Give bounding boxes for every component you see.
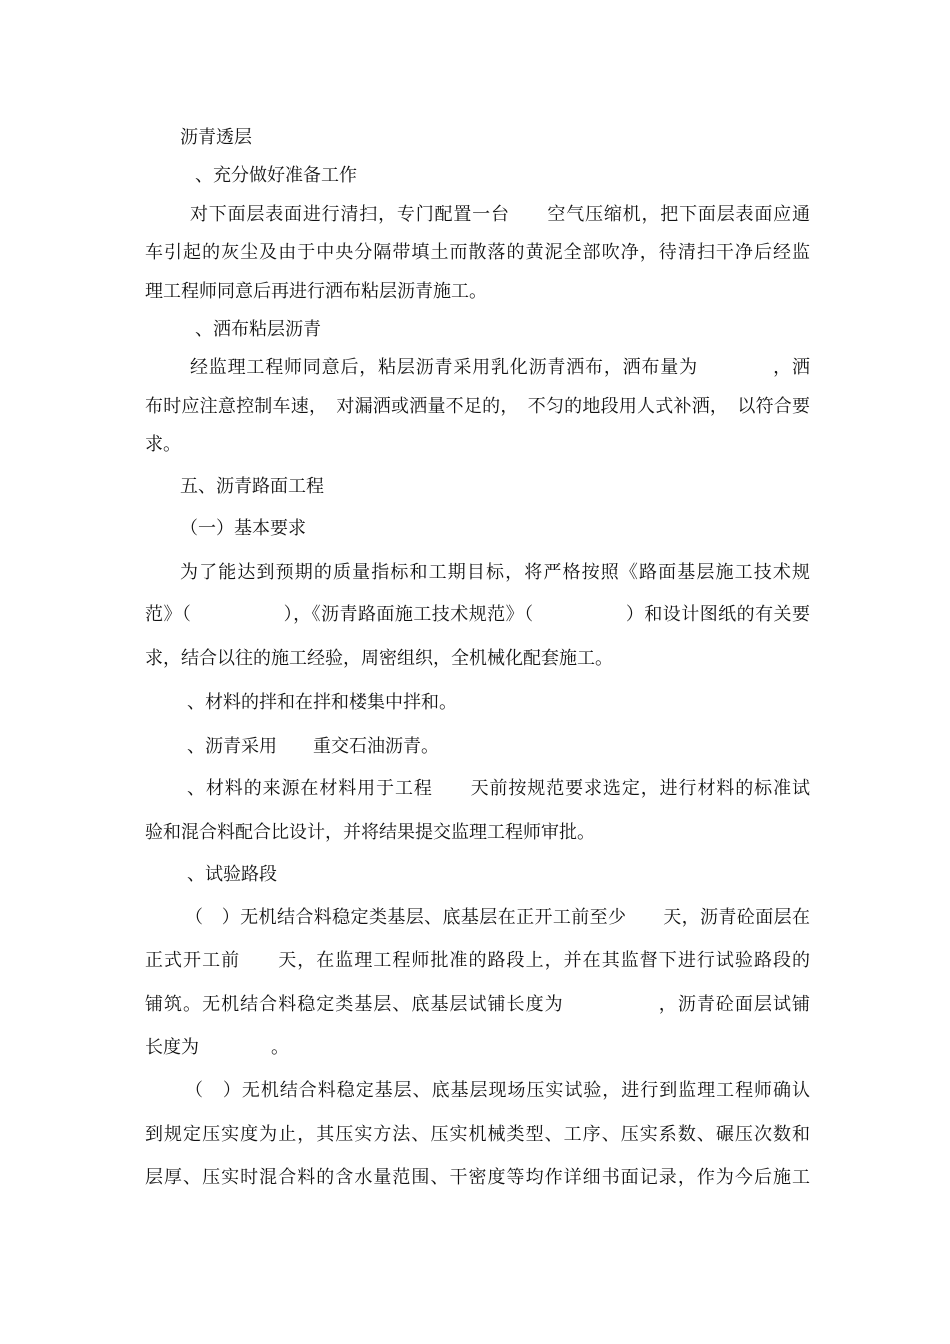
subheading-test-section: 、试验路段 xyxy=(187,864,277,885)
paragraph-line: （ ）无机结合料稳定基层、底基层现场压实试验，进行到监理工程师确认 xyxy=(185,1080,810,1101)
heading-asphalt-prime-coat: 沥青透层 xyxy=(180,127,252,148)
paragraph-line: 为了能达到预期的质量指标和工期目标，将严格按照《路面基层施工技术规 xyxy=(180,562,810,583)
paragraph-line: 理工程师同意后再进行洒布粘层沥青施工。 xyxy=(145,281,487,302)
paragraph-line: 层厚、压实时混合料的含水量范围、干密度等均作详细书面记录，作为今后施工 xyxy=(145,1167,810,1188)
list-item: 、材料的来源在材料用于工程 天前按规范要求选定，进行材料的标准试 xyxy=(187,778,810,799)
section-heading-asphalt-pavement: 五、沥青路面工程 xyxy=(180,476,324,497)
paragraph-line: 验和混合料配合比设计，并将结果提交监理工程师审批。 xyxy=(145,822,595,843)
paragraph-line: 铺筑。无机结合料稳定类基层、底基层试铺长度为 ，沥青砼面层试铺 xyxy=(145,994,810,1015)
paragraph-line: 求。 xyxy=(145,434,181,455)
subheading-tack-coat: 、洒布粘层沥青 xyxy=(195,319,321,340)
paragraph-line: 经监理工程师同意后，粘层沥青采用乳化沥青洒布，洒布量为 ，洒 xyxy=(190,357,810,378)
list-item: 、沥青采用 重交石油沥青。 xyxy=(187,736,439,757)
list-item: 、材料的拌和在拌和楼集中拌和。 xyxy=(187,692,457,713)
paragraph-line: 求，结合以往的施工经验，周密组织，全机械化配套施工。 xyxy=(145,648,613,669)
paragraph-line: 范》（ ），《沥青路面施工技术规范》（ ）和设计图纸的有关要 xyxy=(145,604,810,625)
paragraph-line: 对下面层表面进行清扫，专门配置一台 空气压缩机，把下面层表面应通 xyxy=(190,204,810,225)
paragraph-line: （ ）无机结合料稳定类基层、底基层在正开工前至少 天，沥青砼面层在 xyxy=(185,907,810,928)
paragraph-line: 到规定压实度为止，其压实方法、压实机械类型、工序、压实系数、碾压次数和 xyxy=(145,1124,810,1145)
subsection-heading-basic-requirements: （一）基本要求 xyxy=(180,518,306,539)
paragraph-line: 长度为 。 xyxy=(145,1037,289,1058)
paragraph-line: 正式开工前 天，在监理工程师批准的路段上，并在其监督下进行试验路段的 xyxy=(145,950,810,971)
subheading-preparation: 、充分做好准备工作 xyxy=(195,165,357,186)
paragraph-line: 车引起的灰尘及由于中央分隔带填土而散落的黄泥全部吹净，待清扫干净后经监 xyxy=(145,242,810,263)
paragraph-line: 布时应注意控制车速， 对漏洒或洒量不足的， 不匀的地段用人式补洒， 以符合要 xyxy=(145,396,810,417)
